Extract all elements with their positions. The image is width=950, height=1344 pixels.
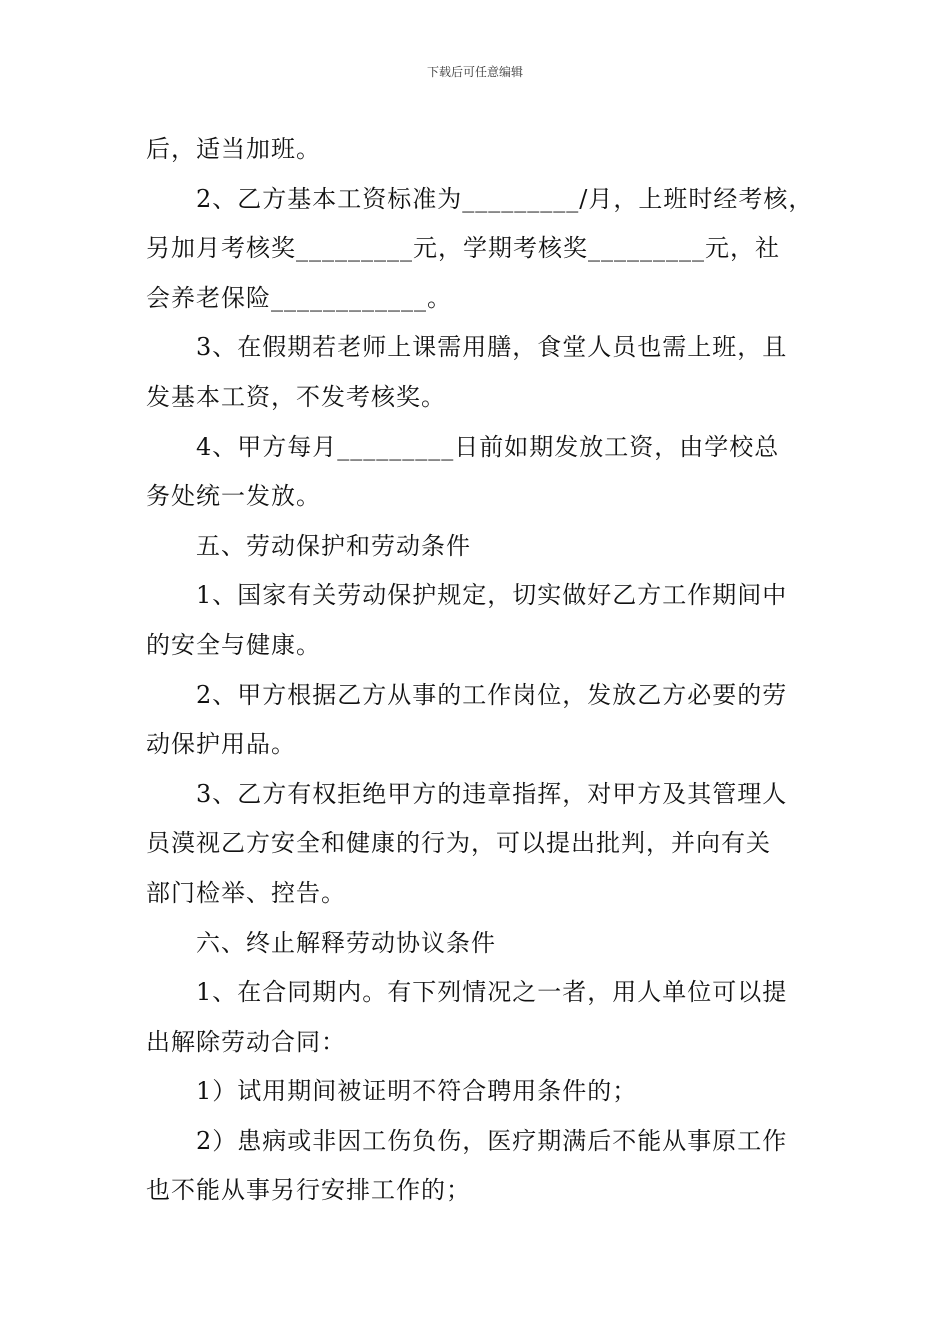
section-heading-5 bbox=[146, 522, 816, 572]
text-line: 后，适当加班。 bbox=[146, 135, 321, 163]
text-line: 发基本工资，不发考核奖。 bbox=[146, 382, 446, 411]
text-line: 3、乙方有权拒绝甲方的违章指挥，对甲方及其管理人 bbox=[196, 779, 788, 808]
paragraph-5-2 bbox=[146, 671, 816, 770]
text-line: 4、甲方每月_________日前如期发放工资，由学校总 bbox=[196, 432, 780, 461]
text-line: 1、国家有关劳动保护规定，切实做好乙方工作期间中 bbox=[196, 581, 788, 610]
heading-line: 六、终止解释劳动协议条件 bbox=[196, 928, 496, 957]
text-line: 3、在假期若老师上课需用膳，食堂人员也需上班，且 bbox=[196, 333, 788, 362]
list-item-1 bbox=[146, 1067, 816, 1117]
text-line: 出解除劳动合同： bbox=[146, 1027, 346, 1056]
text-line: 2、乙方基本工资标准为_________/月，上班时经考核， bbox=[196, 184, 814, 213]
text-line: 1）试用期间被证明不符合聘用条件的； bbox=[196, 1077, 638, 1106]
paragraph-5-1 bbox=[146, 571, 816, 670]
text-line: 另加月考核奖_________元，学期考核奖_________元，社 bbox=[146, 234, 780, 263]
page-header: 下载后可任意编辑 bbox=[426, 65, 523, 79]
text-line: 也不能从事另行安排工作的； bbox=[146, 1176, 471, 1205]
text-line: 的安全与健康。 bbox=[146, 630, 321, 659]
paragraph-4 bbox=[146, 423, 816, 522]
text-line: 务处统一发放。 bbox=[146, 482, 321, 511]
paragraph-3 bbox=[146, 323, 816, 422]
paragraph-5-3 bbox=[146, 770, 816, 919]
paragraph-6-1 bbox=[146, 968, 816, 1067]
text-line: 部门检举、控告。 bbox=[146, 878, 346, 907]
text-line: 2）患病或非因工伤负伤，医疗期满后不能从事原工作 bbox=[196, 1126, 788, 1155]
text-line: 动保护用品。 bbox=[146, 730, 296, 759]
text-line: 会养老保险____________。 bbox=[146, 283, 452, 312]
text-line: 1、在合同期内。有下列情况之一者，用人单位可以提 bbox=[196, 978, 788, 1007]
section-heading-6 bbox=[146, 919, 816, 969]
heading-line: 五、劳动保护和劳动条件 bbox=[196, 531, 471, 560]
text-line: 员漠视乙方安全和健康的行为，可以提出批判，并向有关 bbox=[146, 829, 771, 858]
paragraph-2 bbox=[146, 175, 816, 324]
list-item-2 bbox=[146, 1117, 816, 1216]
paragraph-1 bbox=[146, 125, 816, 175]
text-line: 2、甲方根据乙方从事的工作岗位，发放乙方必要的劳 bbox=[196, 680, 788, 709]
document-body bbox=[146, 125, 816, 1216]
